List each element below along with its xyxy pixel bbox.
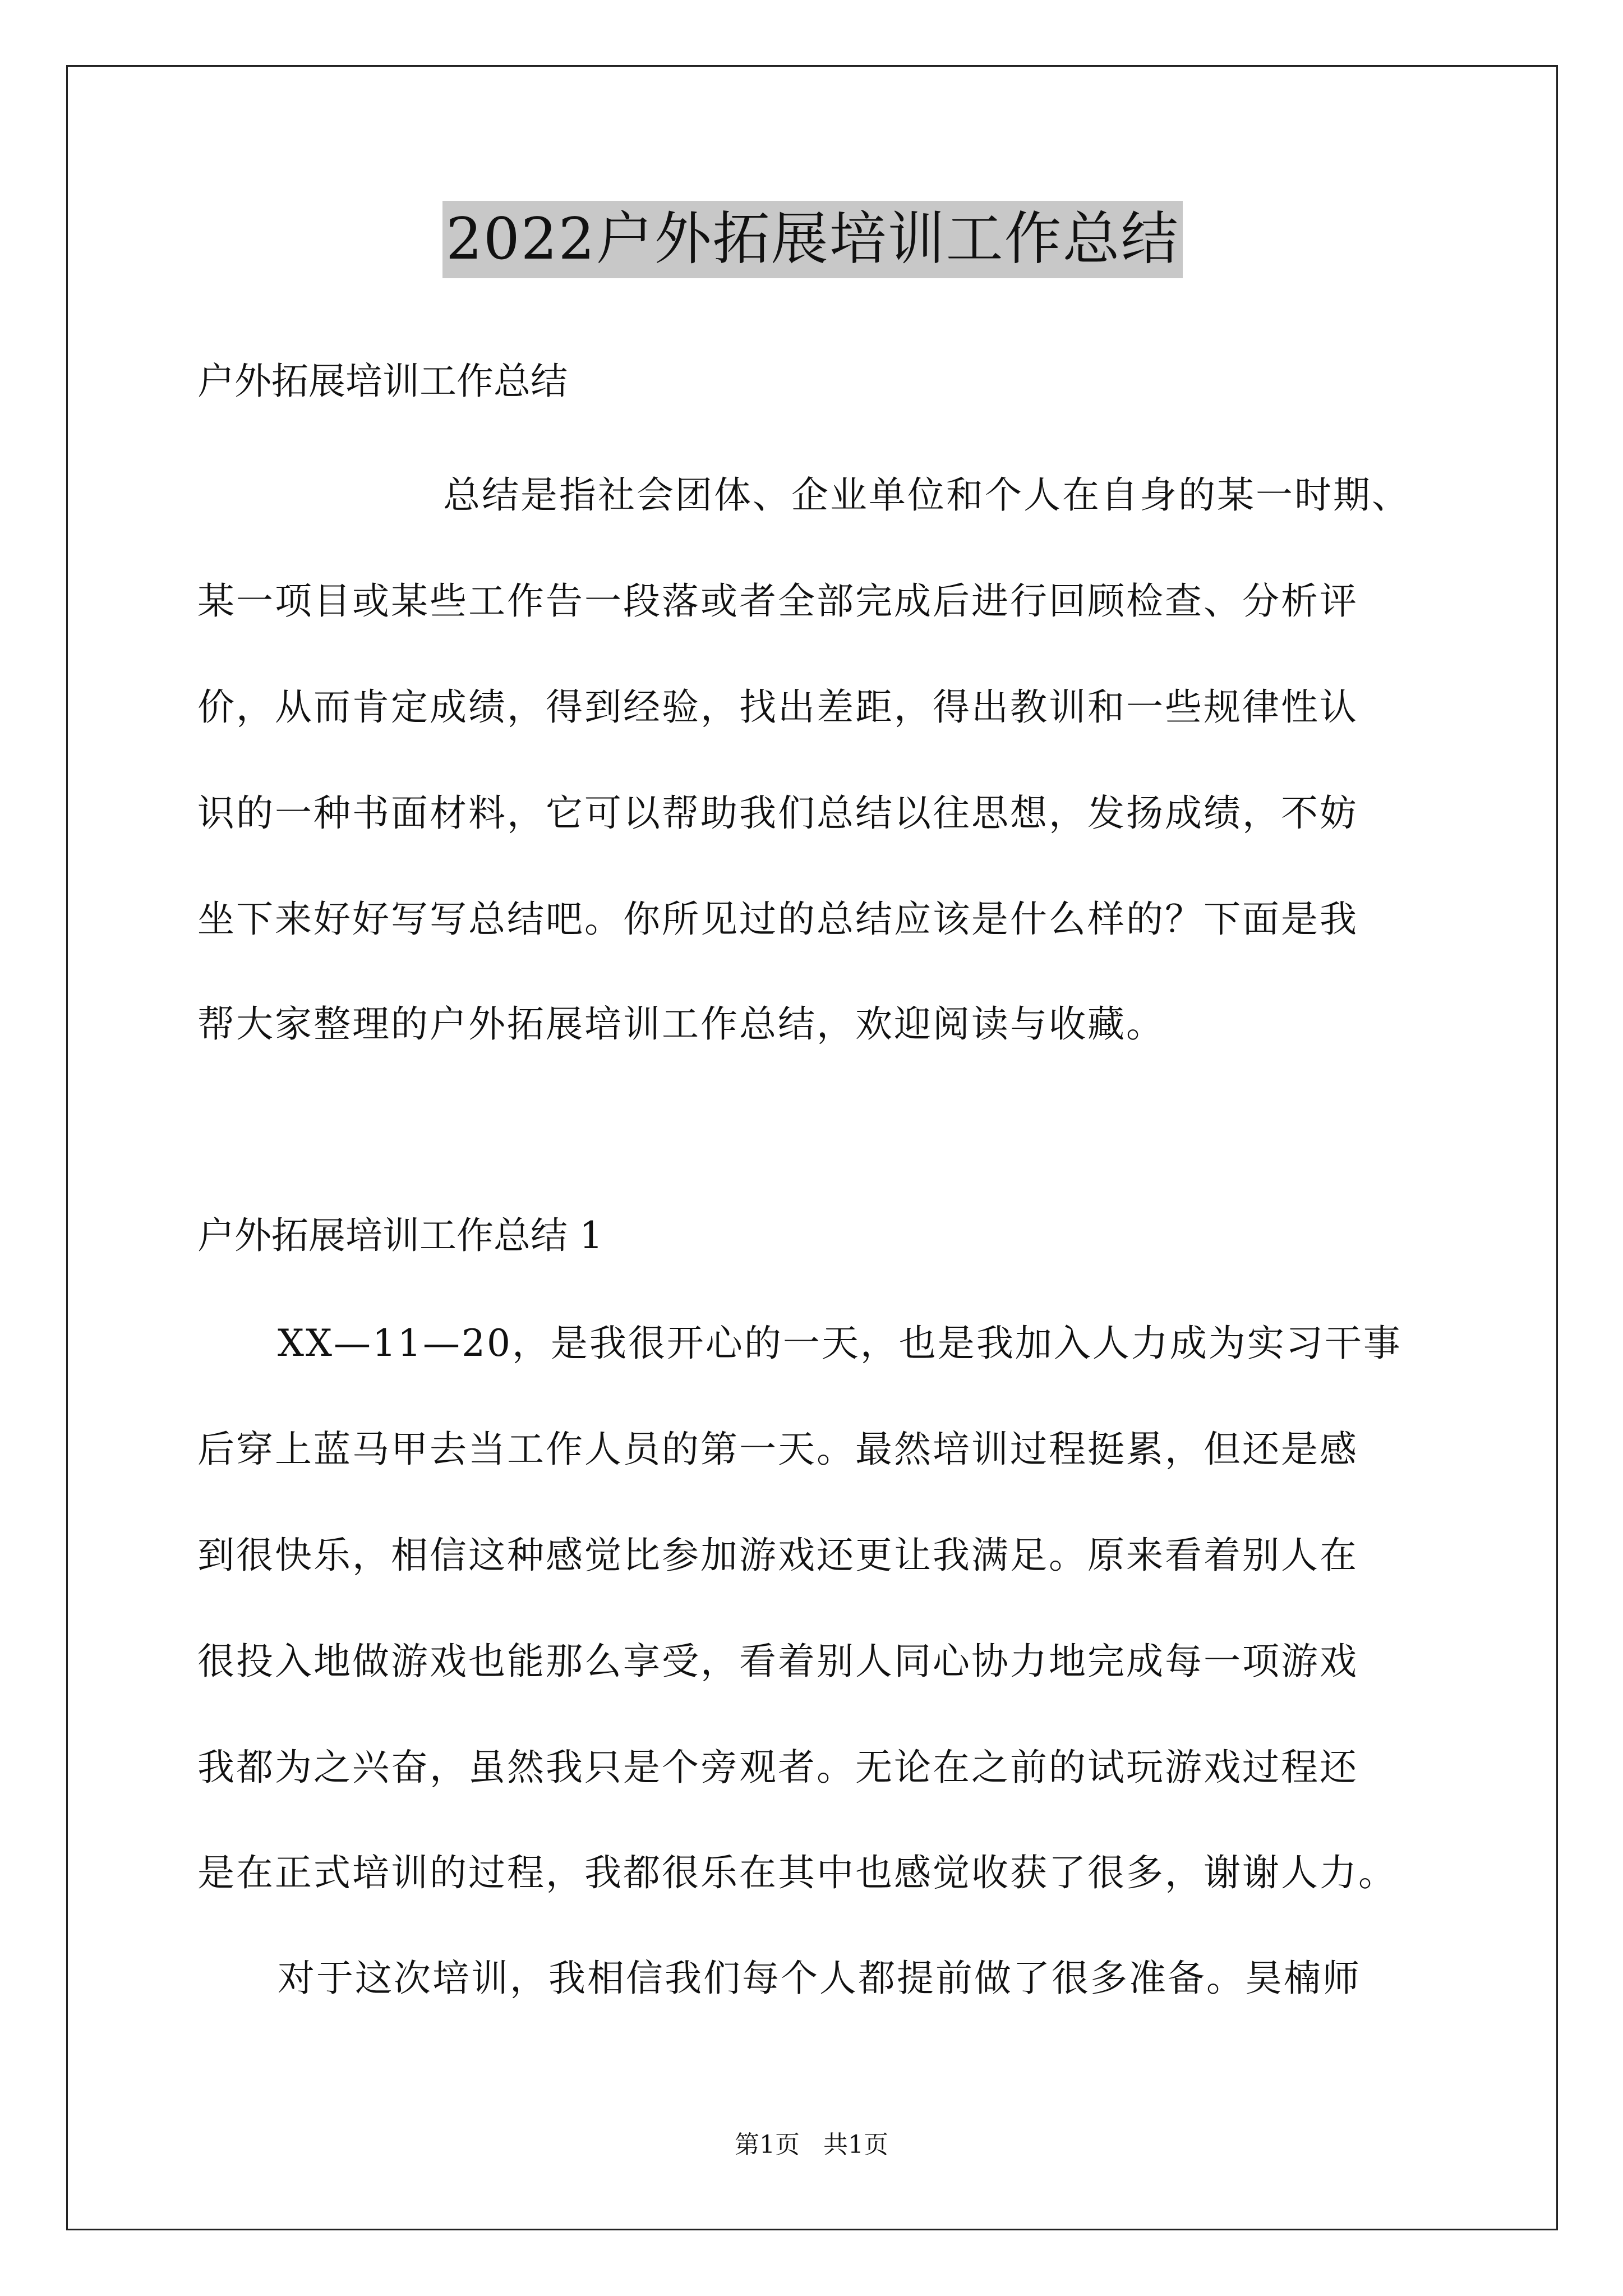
body-line: 是在正式培训的过程，我都很乐在其中也感觉收获了很多，谢谢人力。 <box>197 1851 1397 1894</box>
document-title: 2022户外拓展培训工作总结 <box>442 201 1183 278</box>
body-line: 我都为之兴奋，虽然我只是个旁观者。无论在之前的试玩游戏过程还 <box>197 1746 1358 1789</box>
intro-line: 总结是指社会团体、企业单位和个人在自身的某一时期、 <box>443 473 1410 517</box>
page-footer: 第1页 共1页 <box>735 2131 888 2159</box>
subheading: 户外拓展培训工作总结 <box>197 360 568 403</box>
intro-line: 识的一种书面材料，它可以帮助我们总结以往思想，发扬成绩，不妨 <box>197 792 1358 835</box>
intro-line: 价，从而肯定成绩，得到经验，找出差距，得出教训和一些规律性认 <box>197 685 1358 729</box>
body-line: XX—11—20，是我很开心的一天，也是我加入人力成为实习干事 <box>278 1322 1402 1365</box>
body-line: 到很快乐，相信这种感觉比参加游戏还更让我满足。原来看着别人在 <box>197 1534 1358 1577</box>
body-line: 很投入地做游戏也能那么享受，看着别人同心协力地完成每一项游戏 <box>197 1640 1358 1683</box>
intro-line: 坐下来好好写写总结吧。你所见过的总结应该是什么样的？下面是我 <box>197 898 1358 941</box>
body-line: 对于这次培训，我相信我们每个人都提前做了很多准备。昊楠师 <box>278 1957 1361 2000</box>
section-heading: 户外拓展培训工作总结 1 <box>197 1214 603 1257</box>
intro-line: 某一项目或某些工作告一段落或者全部完成后进行回顾检查、分析评 <box>197 579 1358 623</box>
body-line: 后穿上蓝马甲去当工作人员的第一天。最然培训过程挺累，但还是感 <box>197 1428 1358 1471</box>
intro-line: 帮大家整理的户外拓展培训工作总结，欢迎阅读与收藏。 <box>197 1002 1165 1046</box>
